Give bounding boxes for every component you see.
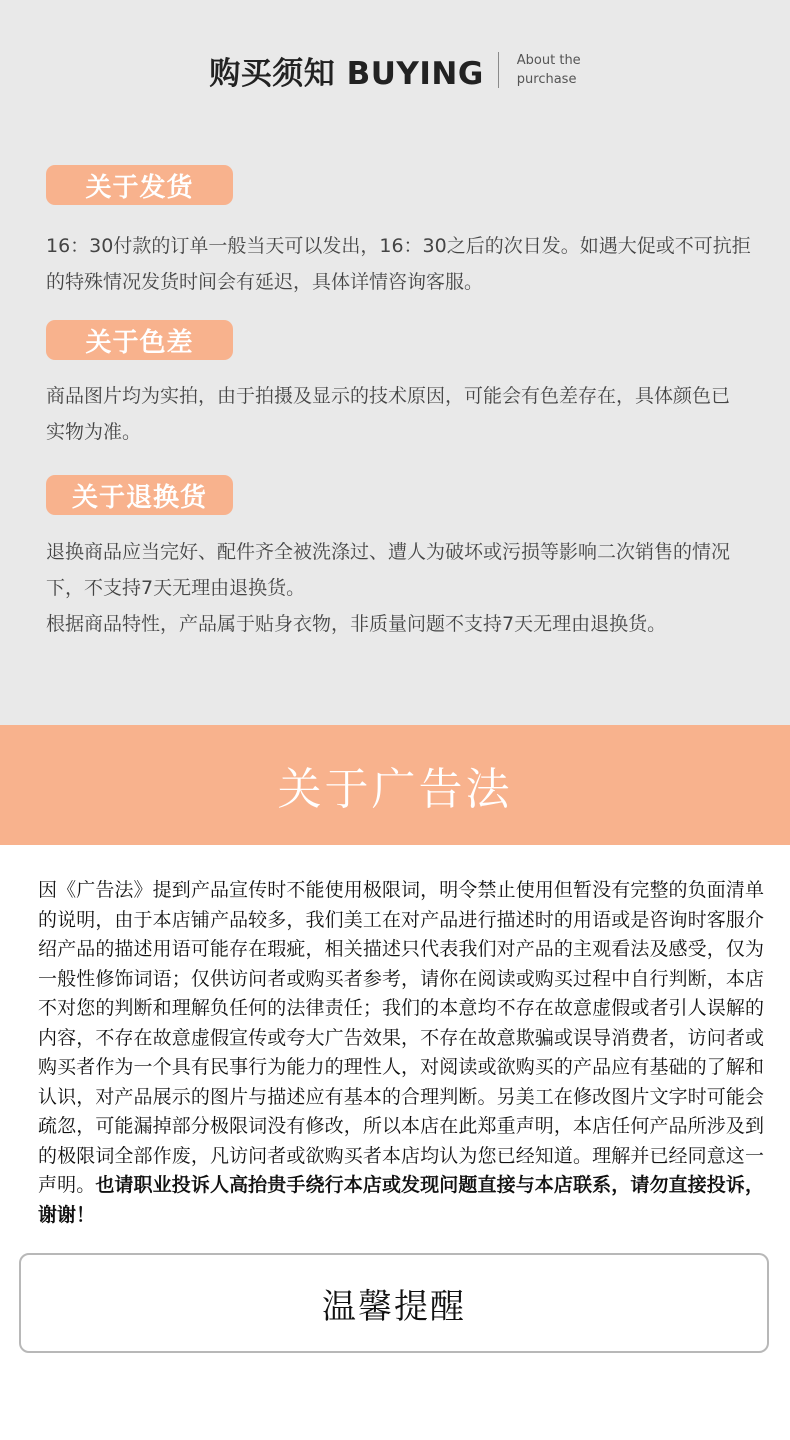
returns-text-1: 退换商品应当完好、配件齐全被洗涤过、遭人为破坏或污损等影响二次销售的情况下，不支持7天无理由退换货。 xyxy=(46,541,731,599)
header-subtitle xyxy=(517,51,581,89)
color-difference-text: 商品图片均为实拍，由于拍摄及显示的技术原因，可能会有色差存在，具体颜色已实物为准。 xyxy=(46,385,731,443)
shipping-text: 16：30付款的订单一般当天可以发出，16：30之后的次日发。如遇大促或不可抗拒的特殊情况发货时间会有延迟，具体详情咨询客服。 xyxy=(46,235,751,293)
color-difference-tag: 关于色差 xyxy=(46,320,233,360)
ad-law-body: 因《广告法》提到产品宣传时不能使用极限词，明令禁止使用但暂没有完整的负面清单的说明，由于本店铺产品较多，我们美工在对产品进行描述时的用语或是咨询时客服介绍产品的描述用语可能存在瑕疵，相关描述只代表我们对产品的主观看法及感受，仅为一般性修饰词语；仅供访问者或购买者参考，请你在阅读或购买过程中自行判断，本店不对您的判断和理解负任何的法律责任；我们的本意均不存在故意虚假或者引人误解的内容，不存在故意虚假宣传或夸大广告效果，不存在故意欺骗或误导消费者，访问者或购买者作为一个具有民事行为能力的理性人，对阅读或欲购买的产品应有基础的了解和认识，对产品展示的图片与描述应有基本的合理判断。另美工在修改图片文字时可能会疏忽，可能漏掉部分极限词没有修改，所以本店在此郑重声明，本店任何产品所涉及到的极限词全部作废，凡访问者或欲购买者本店均认为您已经知道。理解并已经同意这一声明。 xyxy=(38,879,764,1196)
ad-law-statement xyxy=(38,876,764,1230)
warm-reminder-box: 温馨提醒 xyxy=(19,1253,769,1353)
returns-tag: 关于退换货 xyxy=(46,475,233,515)
ad-law-banner: 关于广告法 xyxy=(0,725,790,845)
header-divider xyxy=(498,52,499,88)
returns-text-2: 根据商品特性，产品属于贴身衣物，非质量问题不支持7天无理由退换货。 xyxy=(46,613,667,635)
header-subtitle-line2: purchase xyxy=(516,72,577,87)
page-title: 购买须知 BUYING xyxy=(209,55,484,92)
header xyxy=(0,46,790,94)
ad-law-bold-note: 也请职业投诉人高抬贵手绕行本店或发现问题直接与本店联系，请勿直接投诉，谢谢！ xyxy=(38,1174,764,1226)
header-subtitle-line1: About the xyxy=(516,53,581,68)
shipping-tag: 关于发货 xyxy=(46,165,233,205)
